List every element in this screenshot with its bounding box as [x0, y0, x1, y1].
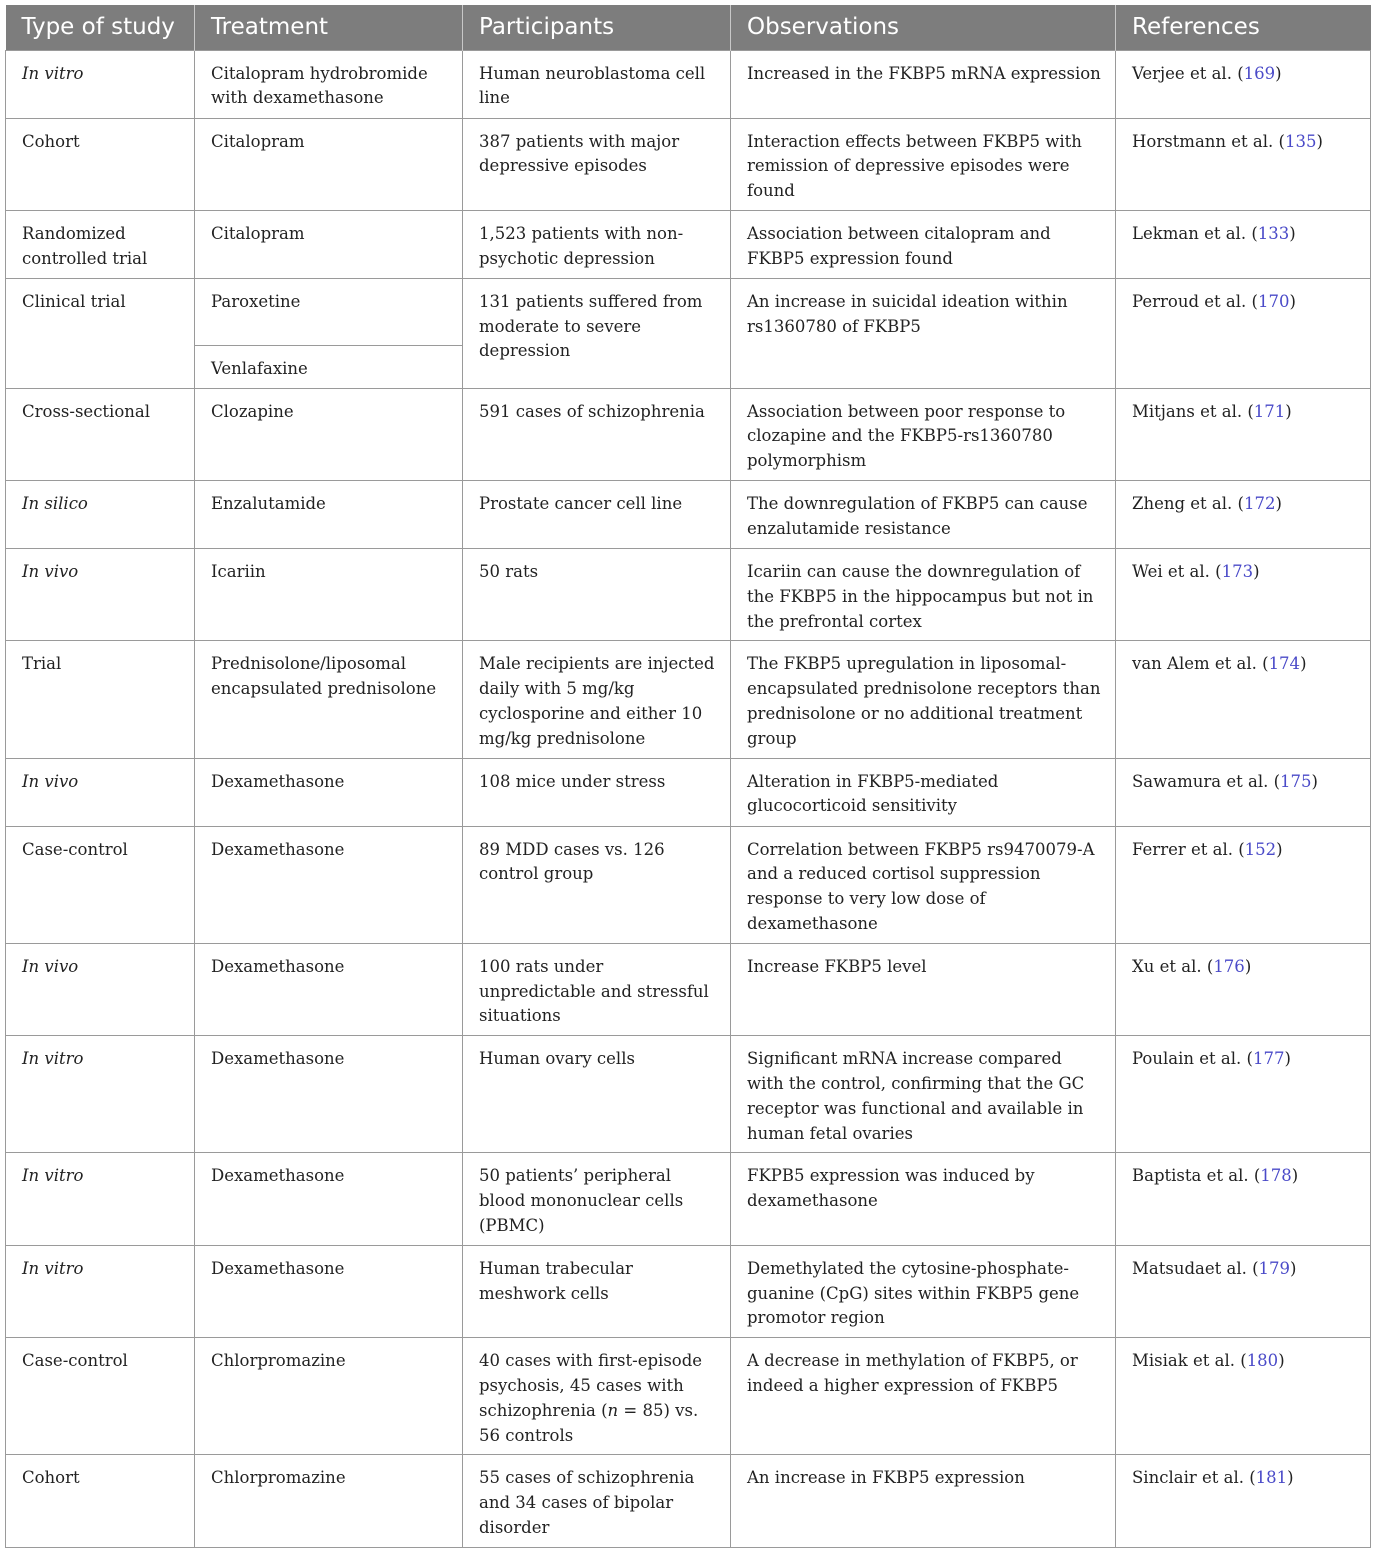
ref-link[interactable]: 176: [1213, 956, 1245, 976]
study-type: In vitro: [22, 1166, 84, 1186]
ref-link[interactable]: 171: [1253, 401, 1286, 421]
ref-author: Matsudaet al. (: [1132, 1258, 1259, 1278]
cell-treatment: Prednisolone/liposomal encapsulated prednisolone: [195, 641, 463, 758]
ref-close: ): [1316, 131, 1323, 151]
cell-treatment: Citalopram hydrobromide with dexamethasone: [195, 50, 463, 118]
ref-link[interactable]: 177: [1252, 1049, 1285, 1069]
cell-treatment: Venlafaxine: [195, 345, 463, 388]
ref-close: ): [1278, 1351, 1285, 1371]
cell-participants: 50 patients’ peripheral blood mononuclear cells (PBMC): [463, 1153, 731, 1245]
study-type: In vivo: [22, 956, 79, 976]
ref-close: ): [1311, 771, 1318, 791]
cell-type: [6, 1455, 195, 1547]
ref-author: Wei et al. (: [1132, 562, 1222, 582]
cell-type: [6, 118, 195, 210]
header-row: [6, 5, 1371, 50]
table-row: [6, 641, 1371, 758]
ref-link[interactable]: 133: [1257, 223, 1290, 243]
cell-observations: Association between citalopram and FKBP5 expression found: [731, 210, 1116, 278]
ref-author: Misiak et al. (: [1132, 1351, 1247, 1371]
ref-link[interactable]: 173: [1221, 562, 1254, 582]
ref-link[interactable]: 180: [1246, 1351, 1279, 1371]
cell-treatment: Paroxetine: [195, 278, 463, 345]
cell-participants: Human trabecular meshwork cells: [463, 1245, 731, 1337]
studies-table: [5, 5, 1371, 1548]
study-type: In vivo: [22, 562, 79, 582]
cell-observations: Correlation between FKBP5 rs9470079-A and a reduced cortisol suppression response to very low dose of dexamethasone: [731, 826, 1116, 943]
cell-participants: 1,523 patients with non-psychotic depression: [463, 210, 731, 278]
study-type: Case-control: [22, 1351, 128, 1371]
cell-observations: The downregulation of FKBP5 can cause enzalutamide resistance: [731, 481, 1116, 549]
ref-close: ): [1284, 1049, 1291, 1069]
cell-type: [6, 278, 195, 388]
study-type: In vitro: [22, 63, 84, 83]
cell-observations: Increase FKBP5 level: [731, 943, 1116, 1035]
ref-link[interactable]: 172: [1243, 494, 1276, 514]
ref-author: Ferrer et al. (: [1132, 839, 1245, 859]
cell-type: [6, 1338, 195, 1455]
ref-close: ): [1289, 223, 1296, 243]
ref-link[interactable]: 169: [1243, 63, 1276, 83]
cell-type: [6, 481, 195, 549]
table-row: [6, 50, 1371, 118]
ref-author: Horstmann et al. (: [1132, 131, 1285, 151]
ref-close: ): [1275, 63, 1282, 83]
cell-treatment: Dexamethasone: [195, 758, 463, 826]
ref-link[interactable]: 170: [1257, 291, 1290, 311]
cell-observations: Demethylated the cytosine-phosphate-guanine (CpG) sites within FKBP5 gene promotor region: [731, 1245, 1116, 1337]
study-type: In vivo: [22, 771, 79, 791]
header-treatment: Treatment: [195, 5, 463, 50]
study-type: Case-control: [22, 839, 128, 859]
ref-author: Perroud et al. (: [1132, 291, 1258, 311]
study-type: Randomized controlled trial: [22, 223, 148, 268]
table-row: [6, 1338, 1371, 1455]
study-type: Cohort: [22, 1468, 80, 1488]
table-row: [6, 1245, 1371, 1337]
ref-close: ): [1290, 1258, 1297, 1278]
cell-reference: [1116, 943, 1371, 1035]
ref-link[interactable]: 175: [1280, 771, 1312, 791]
ref-close: ): [1291, 1166, 1299, 1186]
table-row: [6, 210, 1371, 278]
cell-participants: [463, 1338, 731, 1455]
cell-type: [6, 549, 195, 641]
cell-reference: [1116, 118, 1371, 210]
cell-reference: [1116, 278, 1371, 388]
cell-reference: [1116, 388, 1371, 480]
cell-participants: 55 cases of schizophrenia and 34 cases of bipolar disorder: [463, 1455, 731, 1547]
cell-observations: Interaction effects between FKBP5 with remission of depressive episodes were found: [731, 118, 1116, 210]
cell-reference: [1116, 50, 1371, 118]
cell-reference: [1116, 1338, 1371, 1455]
table-row: [6, 118, 1371, 210]
cell-treatment: Chlorpromazine: [195, 1455, 463, 1547]
table-row: [6, 1153, 1371, 1245]
ref-link[interactable]: 179: [1258, 1258, 1291, 1278]
cell-treatment: Chlorpromazine: [195, 1338, 463, 1455]
cell-participants: 131 patients suffered from moderate to severe depression: [463, 278, 731, 388]
ref-author: Zheng et al. (: [1132, 494, 1244, 514]
ref-author: Sawamura et al. (: [1132, 771, 1281, 791]
cell-treatment: Dexamethasone: [195, 826, 463, 943]
table-row: [6, 278, 1371, 345]
cell-observations: Alteration in FKBP5-mediated glucocorticoid sensitivity: [731, 758, 1116, 826]
cell-participants: 108 mice under stress: [463, 758, 731, 826]
table-row: [6, 826, 1371, 943]
cell-reference: [1116, 549, 1371, 641]
table-row: [6, 758, 1371, 826]
cell-observations: An increase in FKBP5 expression: [731, 1455, 1116, 1547]
table-row: [6, 481, 1371, 549]
participants-n: n: [607, 1400, 619, 1420]
cell-type: [6, 641, 195, 758]
ref-close: ): [1289, 291, 1296, 311]
cell-participants: 387 patients with major depressive episodes: [463, 118, 731, 210]
cell-reference: [1116, 1455, 1371, 1547]
header-references: References: [1116, 5, 1371, 50]
cell-treatment: Citalopram: [195, 210, 463, 278]
ref-close: ): [1275, 494, 1282, 514]
table-row: [6, 388, 1371, 480]
ref-author: Lekman et al. (: [1132, 223, 1258, 243]
cell-observations: Association between poor response to clozapine and the FKBP5-rs1360780 polymorphism: [731, 388, 1116, 480]
cell-observations: A decrease in methylation of FKBP5, or indeed a higher expression of FKBP5: [731, 1338, 1116, 1455]
cell-reference: [1116, 1153, 1371, 1245]
ref-link[interactable]: 181: [1255, 1468, 1288, 1488]
ref-close: ): [1287, 1468, 1294, 1488]
study-type: Cohort: [22, 131, 80, 151]
cell-treatment: Dexamethasone: [195, 1036, 463, 1153]
table-row: [6, 1455, 1371, 1547]
cell-participants: 591 cases of schizophrenia: [463, 388, 731, 480]
participants-text-b: = 85) vs. 56 controls: [479, 1400, 699, 1445]
cell-type: [6, 388, 195, 480]
cell-type: [6, 210, 195, 278]
ref-author: Xu et al. (: [1132, 956, 1214, 976]
cell-treatment: Icariin: [195, 549, 463, 641]
cell-observations: Significant mRNA increase compared with the control, confirming that the GC receptor was functional and available in human fetal ovaries: [731, 1036, 1116, 1153]
cell-reference: [1116, 1036, 1371, 1153]
participants-text-a: 40 cases with first-episode psychosis, 45 cases with schizophrenia (: [479, 1351, 703, 1420]
cell-reference: [1116, 481, 1371, 549]
cell-treatment: Dexamethasone: [195, 1245, 463, 1337]
cell-reference: [1116, 641, 1371, 758]
ref-link[interactable]: 174: [1268, 654, 1301, 674]
header-observations: Observations: [731, 5, 1116, 50]
cell-type: [6, 758, 195, 826]
ref-close: ): [1244, 956, 1252, 976]
cell-type: [6, 943, 195, 1035]
cell-observations: Icariin can cause the downregulation of the FKBP5 in the hippocampus but not in the prefrontal cortex: [731, 549, 1116, 641]
cell-observations: The FKBP5 upregulation in liposomal-encapsulated prednisolone receptors than prednisolone or no additional treatment group: [731, 641, 1116, 758]
ref-link[interactable]: 135: [1284, 131, 1317, 151]
cell-observations: FKPB5 expression was induced by dexamethasone: [731, 1153, 1116, 1245]
cell-type: [6, 826, 195, 943]
cell-reference: [1116, 826, 1371, 943]
cell-treatment: Citalopram: [195, 118, 463, 210]
cell-participants: 89 MDD cases vs. 126 control group: [463, 826, 731, 943]
cell-observations: An increase in suicidal ideation within rs1360780 of FKBP5: [731, 278, 1116, 388]
study-type: Clinical trial: [22, 291, 126, 311]
header-participants: Participants: [463, 5, 731, 50]
cell-observations: Increased in the FKBP5 mRNA expression: [731, 50, 1116, 118]
ref-author: Verjee et al. (: [1132, 63, 1244, 83]
study-type: Trial: [22, 654, 62, 674]
ref-author: Sinclair et al. (: [1132, 1468, 1256, 1488]
cell-type: [6, 50, 195, 118]
ref-link[interactable]: 152: [1244, 839, 1277, 859]
ref-author: Baptista et al. (: [1132, 1166, 1261, 1186]
cell-type: [6, 1245, 195, 1337]
cell-treatment: Clozapine: [195, 388, 463, 480]
ref-author: van Alem et al. (: [1132, 654, 1269, 674]
table-row: [6, 1036, 1371, 1153]
table-row: [6, 549, 1371, 641]
cell-reference: [1116, 758, 1371, 826]
cell-treatment: Dexamethasone: [195, 943, 463, 1035]
cell-reference: [1116, 210, 1371, 278]
cell-treatment: Enzalutamide: [195, 481, 463, 549]
cell-type: [6, 1153, 195, 1245]
cell-treatment: Dexamethasone: [195, 1153, 463, 1245]
study-type: In vitro: [22, 1258, 84, 1278]
cell-participants: Human neuroblastoma cell line: [463, 50, 731, 118]
table-row: [6, 943, 1371, 1035]
ref-close: ): [1276, 839, 1283, 859]
cell-participants: 50 rats: [463, 549, 731, 641]
ref-author: Poulain et al. (: [1132, 1049, 1253, 1069]
study-type: Cross-sectional: [22, 401, 151, 421]
ref-link[interactable]: 178: [1260, 1166, 1292, 1186]
study-type: In vitro: [22, 1049, 84, 1069]
study-type: In silico: [22, 494, 88, 514]
cell-participants: Human ovary cells: [463, 1036, 731, 1153]
cell-participants: Prostate cancer cell line: [463, 481, 731, 549]
cell-participants: 100 rats under unpredictable and stressful situations: [463, 943, 731, 1035]
ref-close: ): [1285, 401, 1292, 421]
cell-type: [6, 1036, 195, 1153]
ref-close: ): [1300, 654, 1307, 674]
cell-reference: [1116, 1245, 1371, 1337]
header-type-of-study: Type of study: [6, 5, 195, 50]
cell-participants: Male recipients are injected daily with 5 mg/kg cyclosporine and either 10 mg/kg prednisolone: [463, 641, 731, 758]
ref-close: ): [1253, 562, 1260, 582]
ref-author: Mitjans et al. (: [1132, 401, 1254, 421]
